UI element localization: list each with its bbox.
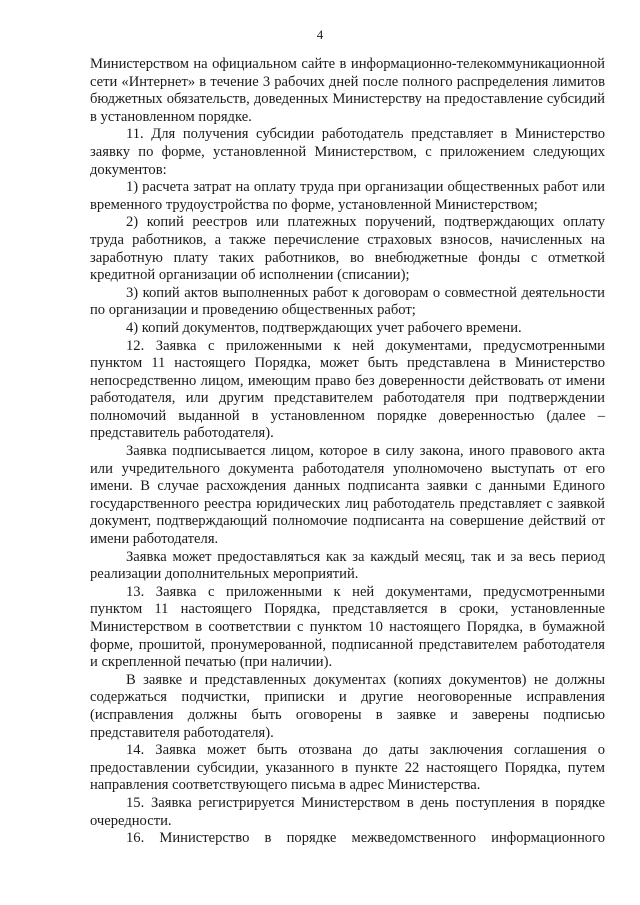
paragraph: Заявка подписывается лицом, которое в силу закона, иного правового акта или учредительного документа работодателя уполномочено выступать от его имени. В случае расхождения данных подписанта заявки с данными Единого государственного реестра юридических лиц работодатель представляет с заявкой документ, подтверждающий полномочие подписанта на совершение действий от имени работодателя. <box>90 443 605 548</box>
paragraph: Заявка может предоставляться как за каждый месяц, так и за весь период реализации дополнительных мероприятий. <box>90 548 605 583</box>
document-body <box>90 56 605 848</box>
paragraph: 3) копий актов выполненных работ к договорам о совместной деятельности по организации и проведению общественных работ; <box>90 284 605 319</box>
paragraph: Министерством на официальном сайте в информационно-телекоммуникационной сети «Интернет» в течение 3 рабочих дней после полного распределения лимитов бюджетных обязательств, доведенных Министерству на предоставление субсидий в установленном порядке. <box>90 56 605 125</box>
paragraph: 1) расчета затрат на оплату труда при организации общественных работ или временного трудоустройства по форме, установленной Министерством; <box>90 179 605 213</box>
paragraph: 12. Заявка с приложенными к ней документами, предусмотренными пунктом 11 настоящего Порядка, может быть представлена в Министерство непосредственно лицом, имеющим право без доверенности действовать от имени работодателя, или другим представителем работодателя при подтверждении полномочий выданной в установленном порядке доверенностью (далее – представитель работодателя). <box>90 337 605 442</box>
paragraph: В заявке и представленных документах (копиях документов) не должны содержаться подчистки, приписки и другие неоговоренные исправления (исправления должны быть оговорены в заявке и заверены подписью представителя работодателя). <box>90 671 605 741</box>
page-number: 4 <box>316 27 324 42</box>
paragraph: 14. Заявка может быть отозвана до даты заключения соглашения о предоставлении субсидии, указанного в пункте 22 настоящего Порядка, путем направления соответствующего письма в адрес Министерства. <box>90 742 605 794</box>
paragraph: 16. Министерство в порядке межведомственного информационного <box>126 830 605 847</box>
paragraph: 15. Заявка регистрируется Министерством в день поступления в порядке очередности. <box>90 794 605 829</box>
paragraph: 4) копий документов, подтверждающих учет рабочего времени. <box>126 319 522 336</box>
paragraph: 2) копий реестров или платежных поручений, подтверждающих оплату труда работников, а также перечисление страховых взносов, начисленных на заработную плату таких работников, во внебюджетные фонды с отметкой кредитной организации об исполнении (списании); <box>90 214 605 284</box>
paragraph: 13. Заявка с приложенными к ней документами, предусмотренными пунктом 11 настоящего Порядка, представляется в сроки, установленные Министерством в соответствии с пунктом 10 настоящего Порядка, в бумажной форме, прошитой, пронумерованной, подписанной представителем работодателя и скрепленной печатью (при наличии). <box>90 583 605 671</box>
paragraph: 11. Для получения субсидии работодатель представляет в Министерство заявку по форме, установленной Министерством, с приложением следующих документов: <box>90 126 605 178</box>
